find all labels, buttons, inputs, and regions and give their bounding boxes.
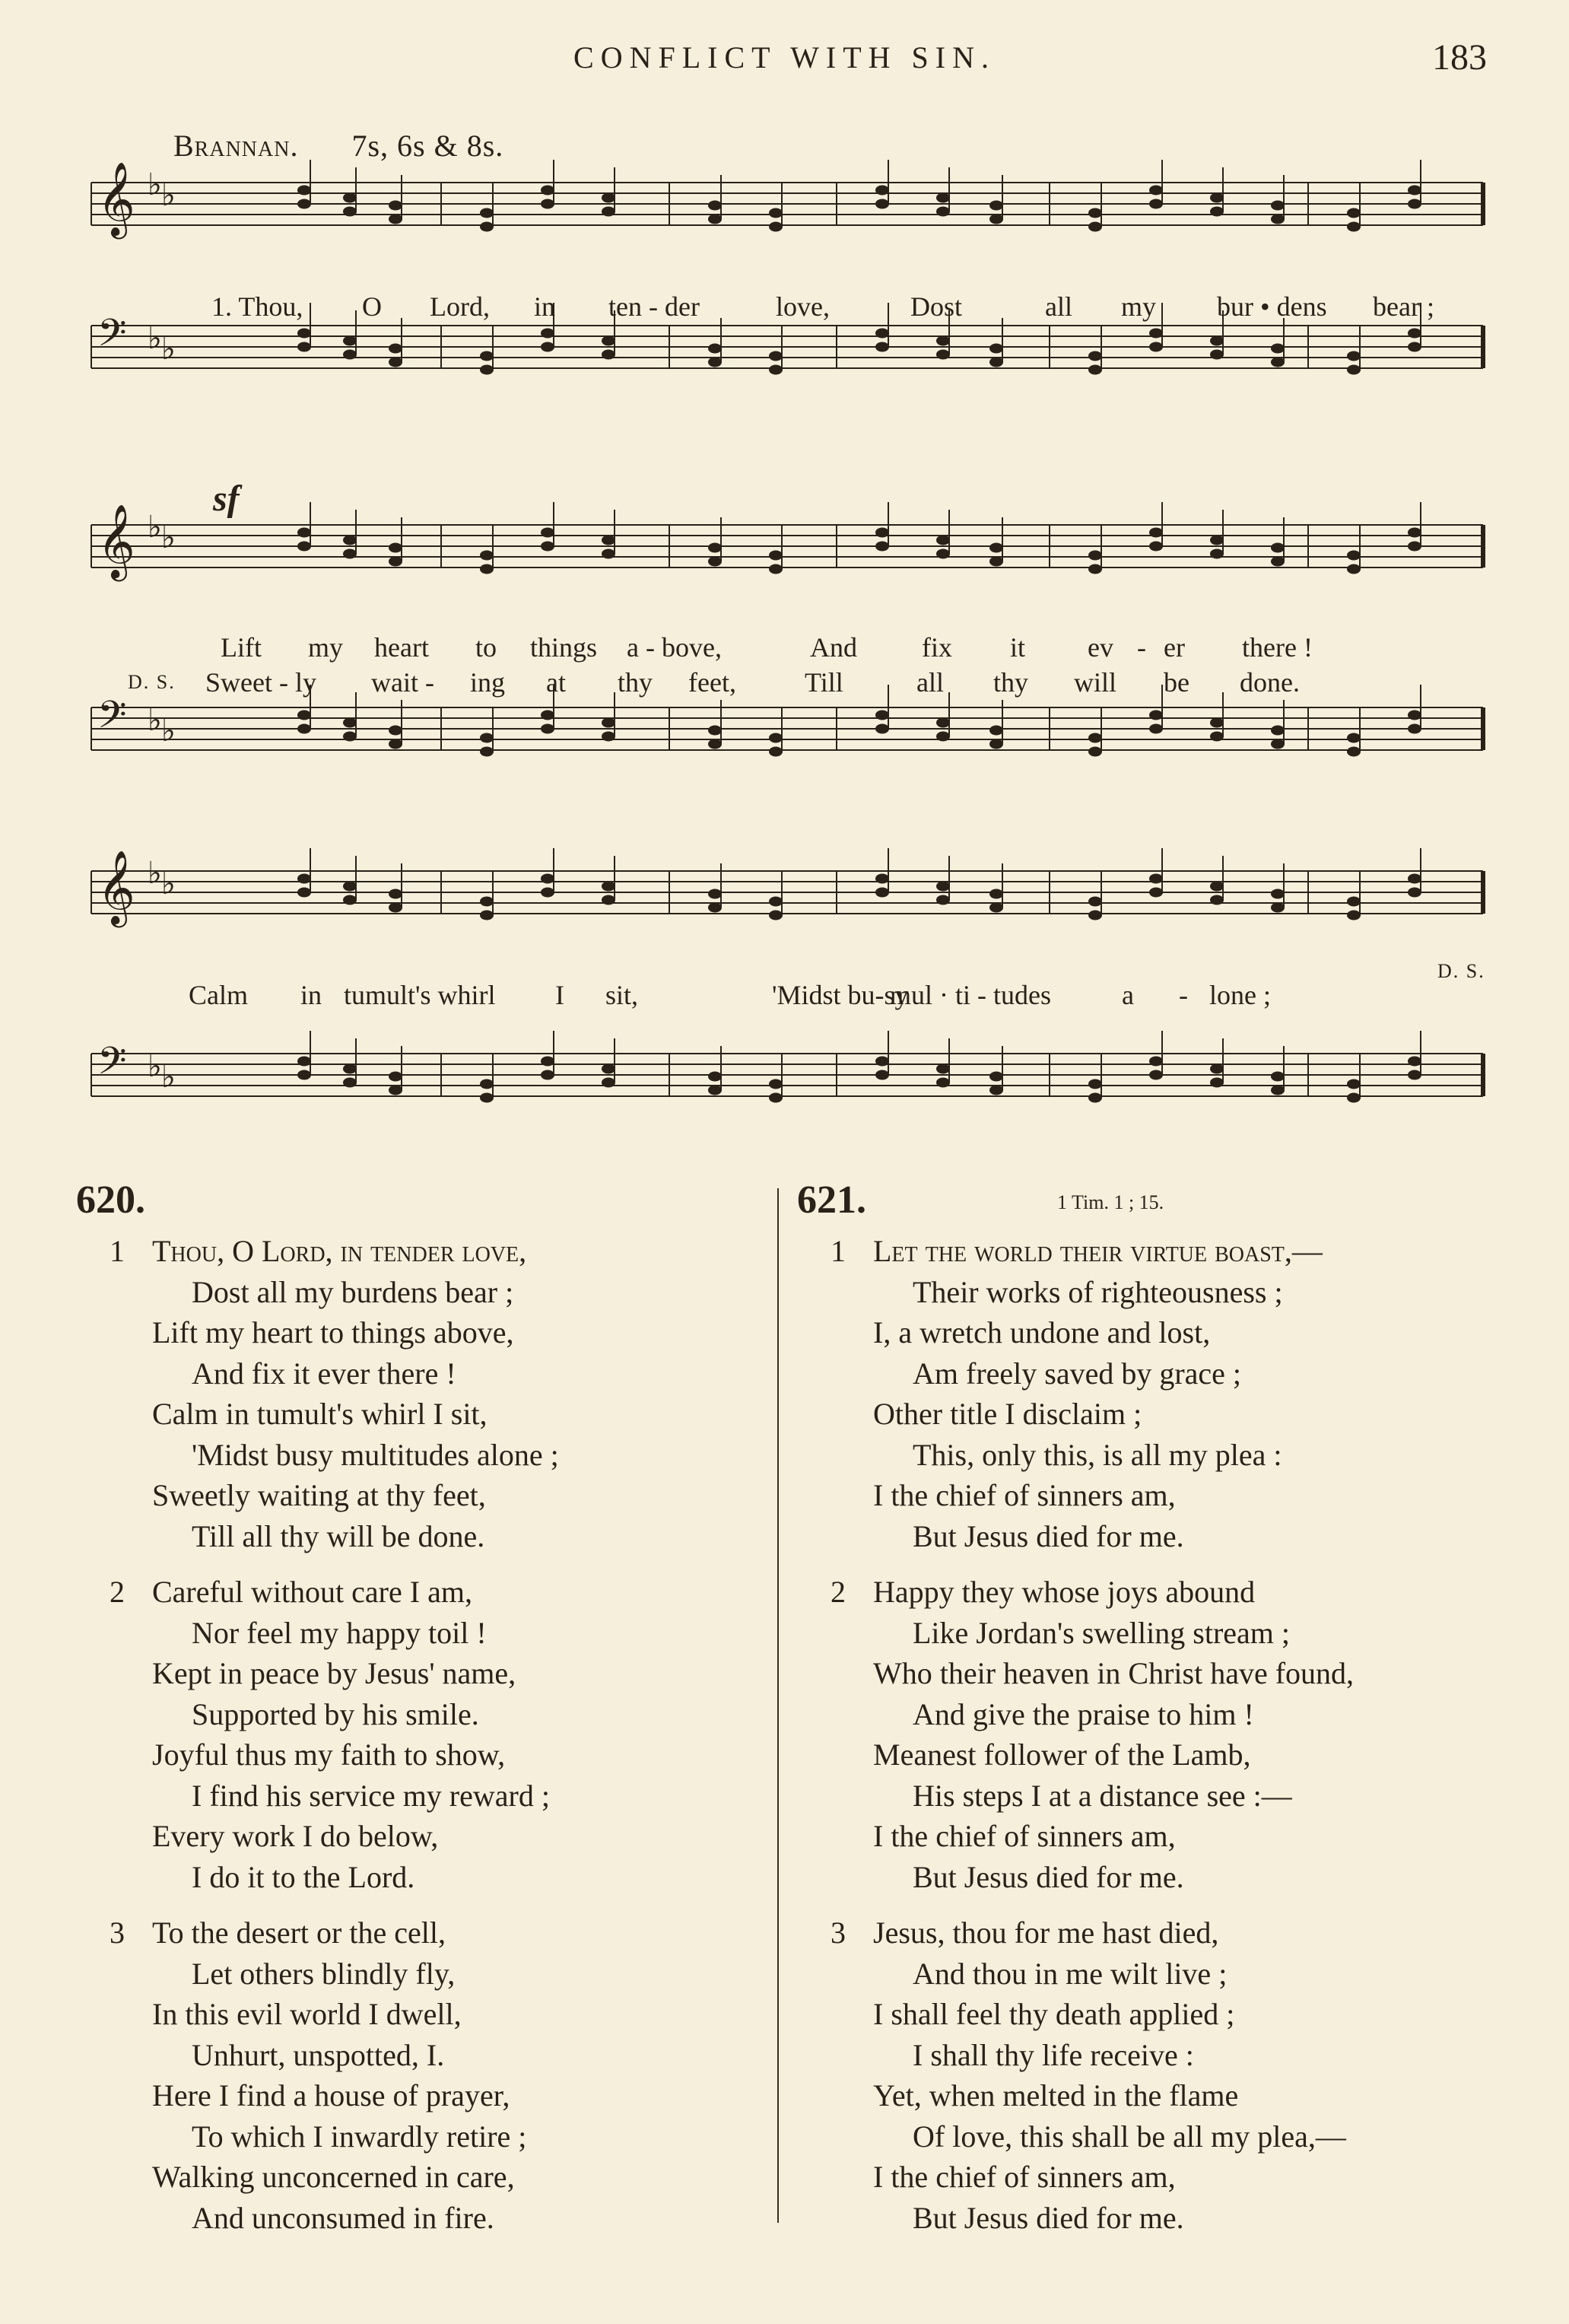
verse-line <box>76 1653 761 1694</box>
verse-text: Happy they whose joys abound <box>873 1575 1256 1609</box>
lyric-syllable: ing <box>470 667 506 698</box>
verse <box>797 1912 1482 2238</box>
system-1-lyrics <box>76 291 1506 329</box>
lyric-syllable: love, <box>776 291 830 322</box>
lyric-syllable: feet, <box>688 667 736 698</box>
lyric-syllable: thy <box>993 667 1029 698</box>
verse-line <box>76 1572 761 1613</box>
verse-text: I the chief of sinners am, <box>873 2160 1176 2194</box>
verse-line <box>797 1954 1482 1995</box>
verse-line <box>76 1435 761 1476</box>
verse <box>797 1231 1482 1556</box>
lyric-syllable: all <box>916 667 944 698</box>
verse-line <box>797 2035 1482 2076</box>
svg-text:♭: ♭ <box>161 1060 176 1095</box>
verse-line <box>797 1312 1482 1353</box>
lyric-syllable: Lord, <box>430 291 490 322</box>
lyric-syllable: I <box>555 980 564 1010</box>
verse-line <box>76 1516 761 1557</box>
lyric-syllable: a <box>1122 980 1134 1010</box>
scripture-reference: 1 Tim. 1 ; 15. <box>1057 1191 1164 1213</box>
verse-text: Like Jordan's swelling stream ; <box>913 1615 1290 1650</box>
svg-text:𝄞: 𝄞 <box>97 161 135 236</box>
verse-text: And fix it ever there ! <box>192 1356 456 1391</box>
verse-line <box>797 1272 1482 1313</box>
verse-line <box>76 1613 761 1654</box>
verse-number: 1 <box>110 1234 125 1268</box>
svg-text:♭: ♭ <box>161 714 176 749</box>
lyric-syllable: fix <box>922 632 952 663</box>
verse-line <box>76 2035 761 2076</box>
verse-text: Unhurt, unspotted, I. <box>192 2037 445 2072</box>
lyric-syllable: sit, <box>605 980 639 1010</box>
verse-text: Dost all my burdens bear ; <box>192 1274 514 1309</box>
verse-line <box>76 1353 761 1394</box>
verse-line <box>797 2157 1482 2198</box>
lyric-syllable: it <box>1010 632 1026 663</box>
svg-text:𝄢: 𝄢 <box>97 311 127 364</box>
system-2-lyrics-ds <box>76 666 1506 704</box>
treble-staff <box>91 502 1483 581</box>
system-3-lyrics <box>76 979 1506 1017</box>
verse <box>76 1912 761 2238</box>
lyric-syllable: lone ; <box>1209 980 1271 1010</box>
verse-line <box>797 1572 1482 1613</box>
verse-line <box>76 1475 761 1516</box>
verse-line <box>76 2116 761 2157</box>
hymn-verses <box>76 1231 761 2238</box>
verse-text: Supported by his smile. <box>192 1696 479 1731</box>
verse-text: 'Midst busy multitudes alone ; <box>192 1437 559 1472</box>
verse-line <box>797 1776 1482 1817</box>
lyric-syllable: in <box>300 980 322 1010</box>
lyric-syllable: in <box>534 291 556 322</box>
verse-line <box>797 1694 1482 1735</box>
lyric-syllable: ten - der <box>608 291 700 322</box>
verse-line <box>76 1816 761 1857</box>
verse-line <box>76 2198 761 2239</box>
lyric-syllable: all <box>1045 291 1072 322</box>
verse-text: But Jesus died for me. <box>913 1518 1184 1553</box>
lyric-syllable: er <box>1164 632 1185 663</box>
verse-text: I the chief of sinners am, <box>873 1819 1176 1853</box>
lyric-syllable: - <box>1179 980 1188 1010</box>
verse-line <box>797 1231 1482 1272</box>
verse-number: 3 <box>110 1915 125 1950</box>
svg-text:𝄢: 𝄢 <box>97 693 127 746</box>
verse-line <box>797 2198 1482 2239</box>
verse-text: Careful without care I am, <box>152 1575 472 1609</box>
lyric-syllable: things <box>530 632 598 663</box>
lyric-syllable: thy <box>618 667 653 698</box>
verse-text: Till all thy will be done. <box>192 1518 485 1553</box>
tune-name: Brannan. <box>173 129 299 163</box>
hymn-620 <box>76 1178 761 2253</box>
verse-text: But Jesus died for me. <box>913 2200 1184 2235</box>
verse-line <box>797 1613 1482 1654</box>
svg-text:𝄢: 𝄢 <box>97 1039 127 1092</box>
hymn-number: 620. <box>76 1178 145 1222</box>
verse-text: Sweetly waiting at thy feet, <box>152 1478 486 1512</box>
lyric-syllable: to <box>475 632 497 663</box>
verse-line <box>76 1694 761 1735</box>
music-system-2 <box>76 504 1506 844</box>
lyric-syllable: a - bove, <box>627 632 722 663</box>
lyric-syllable: bear ; <box>1373 291 1434 322</box>
verse-text: And give the praise to him ! <box>913 1696 1254 1731</box>
verse-line <box>76 1231 761 1272</box>
verse-line <box>797 1734 1482 1776</box>
system-2-lyrics <box>76 631 1506 669</box>
verse-line <box>76 1734 761 1776</box>
dal-segno-mark: D. S. <box>1437 960 1485 982</box>
verse-line <box>76 2075 761 2116</box>
running-title: CONFLICT WITH SIN. <box>573 40 996 75</box>
lyric-syllable: 1. Thou, <box>211 291 303 322</box>
verse-line <box>76 2157 761 2198</box>
verse-line <box>797 1857 1482 1898</box>
verse-text: Let the world their virtue boast,— <box>873 1234 1323 1268</box>
svg-text:♭: ♭ <box>161 866 176 901</box>
verse-text: Who their heaven in Christ have found, <box>873 1656 1355 1690</box>
svg-text:♭: ♭ <box>148 167 162 202</box>
treble-staff <box>91 160 1483 239</box>
verse-line <box>797 2116 1482 2157</box>
lyric-syllable: my <box>1121 291 1157 322</box>
tune-heading <box>173 128 503 164</box>
verse-text: Joyful thus my faith to show, <box>152 1737 506 1772</box>
ds-marker: D. S. <box>128 671 176 693</box>
verse-line <box>76 1394 761 1435</box>
lyric-syllable: And <box>810 632 857 663</box>
verse-number: 2 <box>831 1575 846 1609</box>
music-system-3 <box>76 850 1506 1175</box>
verse-text: I do it to the Lord. <box>192 1859 415 1894</box>
lyric-syllable: tumult's whirl <box>344 980 496 1010</box>
verse-text: Am freely saved by grace ; <box>913 1356 1242 1391</box>
verse-text: To which I inwardly retire ; <box>192 2119 527 2154</box>
lyric-syllable: will <box>1074 667 1117 698</box>
verse-text: Lift my heart to things above, <box>152 1315 514 1350</box>
svg-text:𝄞: 𝄞 <box>97 850 135 924</box>
lyric-syllable: bur • dens <box>1217 291 1327 322</box>
verse-number: 3 <box>831 1915 846 1950</box>
hymn-number: 621. <box>797 1178 866 1222</box>
verse-text: Walking unconcerned in care, <box>152 2160 515 2194</box>
verse-text: Of love, this shall be all my plea,— <box>913 2119 1346 2154</box>
svg-text:♭: ♭ <box>161 178 176 213</box>
bass-staff <box>91 1031 1483 1103</box>
verse-line <box>797 1435 1482 1476</box>
lyric-syllable: Dost <box>910 291 963 322</box>
lyric-syllable: - <box>1137 632 1146 663</box>
lyric-syllable: mul · ti - tudes <box>890 980 1051 1010</box>
column-divider <box>777 1188 779 2223</box>
verse <box>76 1572 761 1897</box>
lyric-syllable: Lift <box>221 632 262 663</box>
verse-text: Jesus, thou for me hast died, <box>873 1915 1219 1950</box>
lyric-syllable: at <box>546 667 566 698</box>
verse-text: I shall feel thy death applied ; <box>873 1997 1235 2031</box>
verse-text: In this evil world I dwell, <box>152 1997 462 2031</box>
verse-line <box>76 1272 761 1313</box>
music-system-1 <box>76 161 1506 479</box>
verse-line <box>797 1816 1482 1857</box>
verse-text: But Jesus died for me. <box>913 1859 1184 1894</box>
verse-line <box>76 1312 761 1353</box>
svg-text:♭: ♭ <box>148 1049 162 1084</box>
verse-text: I find his service my reward ; <box>192 1778 550 1813</box>
lyric-syllable: my <box>308 632 344 663</box>
svg-text:♭: ♭ <box>161 520 176 555</box>
lyric-syllable: O <box>362 291 382 322</box>
verse <box>797 1572 1482 1897</box>
verse-line <box>76 1857 761 1898</box>
lyric-syllable: done. <box>1240 667 1300 698</box>
verse-text: Let others blindly fly, <box>192 1956 456 1991</box>
lyric-syllable: Calm <box>189 980 248 1010</box>
verse-number: 1 <box>831 1234 846 1268</box>
verse-line <box>76 1912 761 1954</box>
svg-text:𝄞: 𝄞 <box>97 504 135 578</box>
verse-line <box>797 1394 1482 1435</box>
lyric-syllable: heart <box>374 632 429 663</box>
verse-text: Nor feel my happy toil ! <box>192 1615 487 1650</box>
lyric-syllable: 'Midst bu-sy <box>772 980 909 1010</box>
lyric-syllable: be <box>1164 667 1189 698</box>
verse-line <box>797 1475 1482 1516</box>
verse-text: Meanest follower of the Lamb, <box>873 1737 1251 1772</box>
verse-text: Here I find a house of prayer, <box>152 2078 510 2113</box>
verse-line <box>797 1912 1482 1954</box>
verse-text: Thou, O Lord, in tender love, <box>152 1234 527 1268</box>
svg-text:♭: ♭ <box>148 510 162 545</box>
verse-text: Calm in tumult's whirl I sit, <box>152 1397 488 1431</box>
svg-text:♭: ♭ <box>148 703 162 738</box>
verse-text: I shall thy life receive : <box>913 2037 1194 2072</box>
verse-line <box>797 2075 1482 2116</box>
verse-text: And thou in me wilt live ; <box>913 1956 1228 1991</box>
lyric-syllable: wait - <box>371 667 434 698</box>
verse-number: 2 <box>110 1575 125 1609</box>
verse <box>76 1231 761 1556</box>
verse-text: Kept in peace by Jesus' name, <box>152 1656 516 1690</box>
verse-text: To the desert or the cell, <box>152 1915 446 1950</box>
verse-text: I, a wretch undone and lost, <box>873 1315 1211 1350</box>
verse-text: This, only this, is all my plea : <box>913 1437 1282 1472</box>
treble-staff <box>91 848 1483 927</box>
lyric-syllable: there ! <box>1242 632 1313 663</box>
verse-line <box>76 1994 761 2035</box>
tune-meter: 7s, 6s & 8s. <box>351 129 504 163</box>
verse-line <box>797 1994 1482 2035</box>
page-number: 183 <box>1432 37 1487 78</box>
svg-text:♭: ♭ <box>161 332 176 367</box>
svg-text:♭: ♭ <box>148 321 162 356</box>
verse-text: His steps I at a distance see :— <box>913 1778 1292 1813</box>
verse-line <box>797 1516 1482 1557</box>
lyric-syllable: Till <box>805 667 843 698</box>
verse-line <box>797 1653 1482 1694</box>
hymn-621 <box>797 1178 1482 2253</box>
svg-text:♭: ♭ <box>148 856 162 891</box>
verse-text: Their works of righteousness ; <box>913 1274 1283 1309</box>
lyric-syllable: ev <box>1088 632 1113 663</box>
verse-text: Every work I do below, <box>152 1819 439 1853</box>
lyric-syllable: Sweet - ly <box>205 667 316 698</box>
verse-text: And unconsumed in fire. <box>192 2200 494 2235</box>
verse-text: I the chief of sinners am, <box>873 1478 1176 1512</box>
verse-text: Other title I disclaim ; <box>873 1397 1142 1431</box>
verse-line <box>76 1954 761 1995</box>
verse-line <box>76 1776 761 1817</box>
hymn-verses <box>797 1231 1482 2238</box>
verse-line <box>797 1353 1482 1394</box>
sforzando-mark: sf <box>213 478 240 519</box>
verse-text: Yet, when melted in the flame <box>873 2078 1239 2113</box>
